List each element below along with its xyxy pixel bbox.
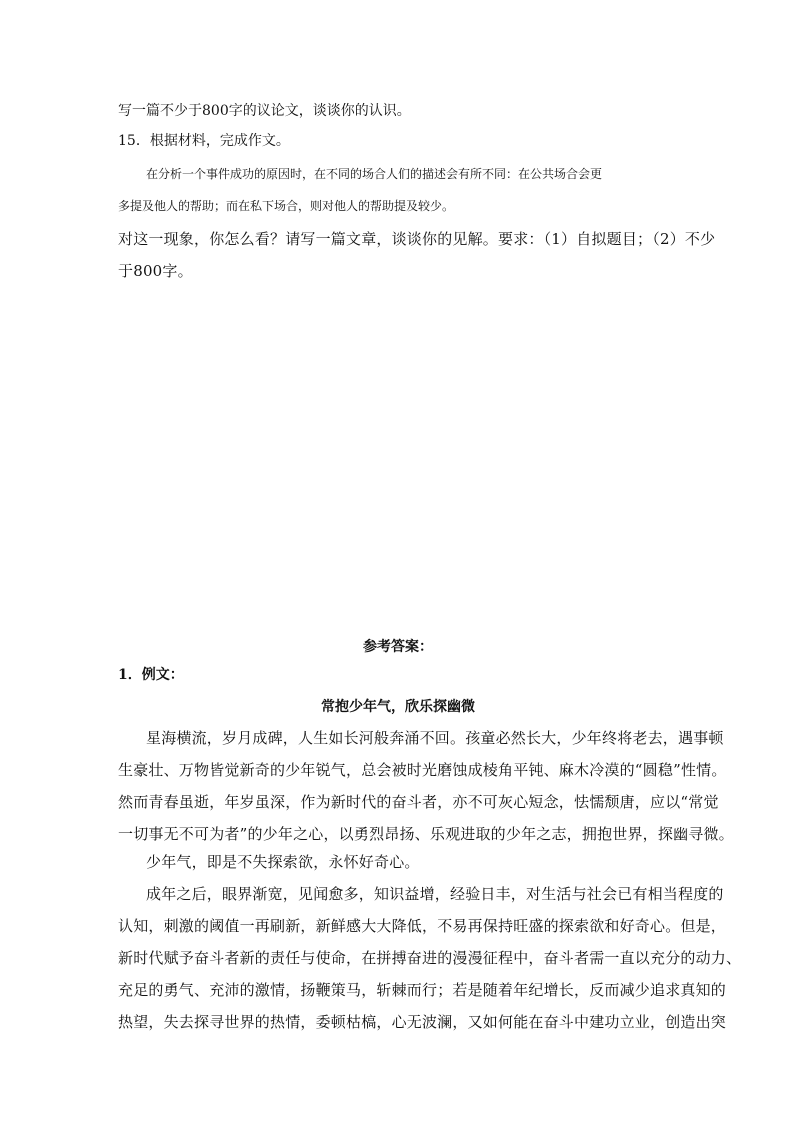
essay-paragraph-line: 新时代赋予奋斗者新的责任与使命，在拼搏奋进的漫漫征程中，奋斗者需一直以充分的动力、	[118, 949, 742, 967]
essay-paragraph-line: 充足的勇气、充沛的激情，扬鞭策马，斩棘而行；若是随着年纪增长，反而减少追求真知的	[118, 981, 727, 999]
essay-paragraph-line: 热望，失去探寻世界的热情，委顿枯槁，心无波澜，又如何能在奋斗中建功立业，创造出突	[118, 1013, 727, 1031]
essay-paragraph-line: 星海横流，岁月成碑，人生如长河般奔涌不回。孩童必然长大，少年终将老去，遇事顿	[146, 729, 724, 747]
essay-title: 常抱少年气，欣乐探幽微	[321, 699, 475, 715]
question-15-task-line: 对这一现象，你怎么看？请写一篇文章，谈谈你的见解。要求：（1）自拟题目；（2）不少	[118, 230, 716, 248]
essay-paragraph-line: 少年气，即是不失探索欲，永怀好奇心。	[146, 853, 420, 871]
answer-item-1-label: 1．例文：	[118, 667, 184, 683]
essay-paragraph-line: 然而青春虽逝，年岁虽深，作为新时代的奋斗者，亦不可灰心短念，怯懦颓唐，应以“常觉	[118, 793, 719, 811]
essay-paragraph-line: 成年之后，眼界渐宽，见闻愈多，知识益增，经验日丰，对生活与社会已有相当程度的	[146, 885, 724, 903]
question-15-task-line: 于800字。	[118, 262, 193, 280]
essay-paragraph-line: 生豪壮、万物皆觉新奇的少年锐气，总会被时光磨蚀成棱角平钝、麻木冷漠的“圆稳”性情。	[118, 761, 727, 779]
question-15-material-line: 多提及他人的帮助；而在私下场合，则对他人的帮助提及较少。	[118, 199, 455, 213]
essay-paragraph-line: 认知，刺激的阈值一再刷新，新鲜感大大降低，不易再保持旺盛的探索欲和好奇心。但是，	[118, 917, 727, 935]
question-15-heading: 15．根据材料，完成作文。	[118, 133, 290, 149]
prompt-tail-text: 写一篇不少于800字的议论文，谈谈你的认识。	[118, 103, 411, 119]
answers-section-title: 参考答案：	[363, 639, 433, 655]
essay-paragraph-line: 一切事无不可为者”的少年之心，以勇烈昂扬、乐观进取的少年之志，拥抱世界，探幽寻微。	[118, 825, 734, 843]
question-15-material-line: 在分析一个事件成功的原因时，在不同的场合人们的描述会有所不同：在公共场合会更	[146, 167, 603, 181]
